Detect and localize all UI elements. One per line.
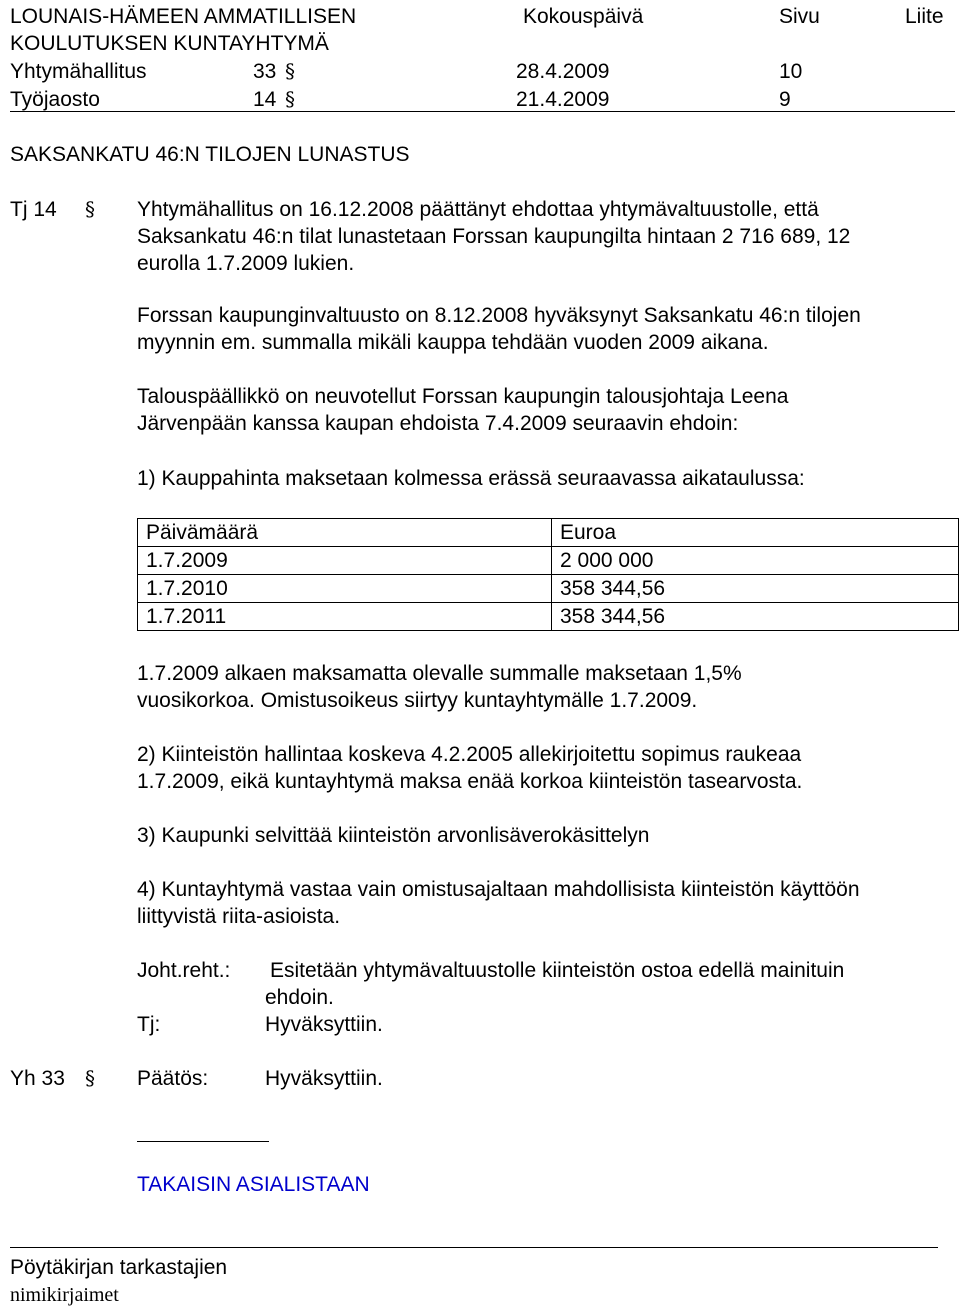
text-line: 1.7.2009 alkaen maksamatta olevalle summalle maksetaan 1,5%: [137, 662, 742, 685]
header-body-name: Yhtymähallitus: [10, 60, 147, 83]
text-line: myynnin em. summalla mikäli kauppa tehdään vuoden 2009 aikana.: [137, 331, 769, 354]
text-line: Talouspäällikkö on neuvotellut Forssan kaupungin talousjohtaja Leena: [137, 385, 789, 408]
committee-section-label: Tj 14: [10, 198, 57, 221]
proposal-text-line2: ehdoin.: [265, 986, 334, 1009]
section-sign-icon: §: [85, 1066, 95, 1090]
committee-decision-label: Tj:: [137, 1013, 161, 1036]
text-line: 1.7.2009, eikä kuntayhtymä maksa enää korkoa kiinteistön tasearvosta.: [137, 770, 803, 793]
paragraph-board-proposal: [137, 196, 937, 277]
table-cell-date: 1.7.2010: [138, 575, 552, 603]
paragraph-city-council: [137, 302, 937, 356]
proposal-text-line1: Esitetään yhtymävaltuustolle kiinteistön ostoa edellä mainituin: [270, 959, 845, 982]
decision-text: Hyväksyttiin.: [265, 1067, 383, 1090]
table-cell-amount: 2 000 000: [552, 547, 959, 575]
text-line: 2) Kiinteistön hallintaa koskeva 4.2.2005 allekirjoitettu sopimus raukeaa: [137, 743, 802, 766]
header-section-number: 14: [253, 88, 277, 111]
text-line: 1) Kauppahinta maksetaan kolmessa erässä seuraavassa aikataulussa:: [137, 467, 805, 490]
payment-schedule-table: [137, 518, 959, 631]
footer-initials-label: nimikirjaimet: [10, 1284, 119, 1306]
text-line: Järvenpään kanssa kaupan ehdoista 7.4.2009 seuraavin ehdoin:: [137, 412, 739, 435]
table-cell-date: 1.7.2009: [138, 547, 552, 575]
table-row: [138, 547, 959, 575]
table-header-row: [138, 519, 959, 547]
table-header-amount: Euroa: [552, 519, 959, 547]
header-page-label: Sivu: [779, 5, 820, 28]
table-cell-amount: 358 344,56: [552, 603, 959, 631]
text-line: Forssan kaupunginvaltuusto on 8.12.2008 hyväksynyt Saksankatu 46:n tilojen: [137, 304, 861, 327]
short-divider: [137, 1141, 269, 1142]
header-page-number: 9: [779, 88, 791, 111]
header-meeting-date: 21.4.2009: [516, 88, 610, 111]
table-header-date: Päivämäärä: [138, 519, 552, 547]
text-line: vuosikorkoa. Omistusoikeus siirtyy kuntayhtymälle 1.7.2009.: [137, 689, 698, 712]
paragraph-negotiation: [137, 383, 937, 437]
header-meeting-date: 28.4.2009: [516, 60, 610, 83]
org-name-line2: KOULUTUKSEN KUNTAYHTYMÄ: [10, 32, 329, 55]
paragraph-term-3: [137, 822, 937, 849]
table-row: [138, 603, 959, 631]
section-sign-icon: §: [285, 87, 295, 111]
section-sign-icon: §: [85, 197, 95, 221]
table-cell-date: 1.7.2011: [138, 603, 552, 631]
page-title: SAKSANKATU 46:N TILOJEN LUNASTUS: [10, 143, 410, 166]
paragraph-term-4: [137, 876, 937, 930]
paragraph-term-2: [137, 741, 937, 795]
text-line: Saksankatu 46:n tilat lunastetaan Forssan kaupungilta hintaan 2 716 689, 12: [137, 225, 851, 248]
org-name-line1: LOUNAIS-HÄMEEN AMMATILLISEN: [10, 5, 357, 28]
footer-divider: [10, 1247, 938, 1248]
text-line: liittyvistä riita-asioista.: [137, 905, 341, 928]
header-section-number: 33: [253, 60, 277, 83]
header-attachment-label: Liite: [905, 5, 944, 28]
text-line: 3) Kaupunki selvittää kiinteistön arvonlisäverokäsittelyn: [137, 824, 650, 847]
header-divider: [10, 111, 955, 112]
section-sign-icon: §: [285, 59, 295, 83]
table-cell-amount: 358 344,56: [552, 575, 959, 603]
paragraph-interest: [137, 660, 937, 714]
header-body-name: Työjaosto: [10, 88, 100, 111]
decision-label: Päätös:: [137, 1067, 209, 1090]
footer-inspectors-label: Pöytäkirjan tarkastajien: [10, 1256, 228, 1279]
proposal-label: Joht.reht.:: [137, 959, 231, 982]
board-section-label: Yh 33: [10, 1067, 65, 1090]
header-meeting-date-label: Kokouspäivä: [523, 5, 644, 28]
paragraph-term-1: [137, 465, 937, 492]
header-page-number: 10: [779, 60, 803, 83]
back-to-agenda-link[interactable]: TAKAISIN ASIALISTAAN: [137, 1173, 370, 1196]
table-row: [138, 575, 959, 603]
text-line: Yhtymähallitus on 16.12.2008 päättänyt ehdottaa yhtymävaltuustolle, että: [137, 198, 819, 221]
text-line: eurolla 1.7.2009 lukien.: [137, 252, 355, 275]
text-line: 4) Kuntayhtymä vastaa vain omistusajaltaan mahdollisista kiinteistön käyttöön: [137, 878, 860, 901]
committee-decision-text: Hyväksyttiin.: [265, 1013, 383, 1036]
